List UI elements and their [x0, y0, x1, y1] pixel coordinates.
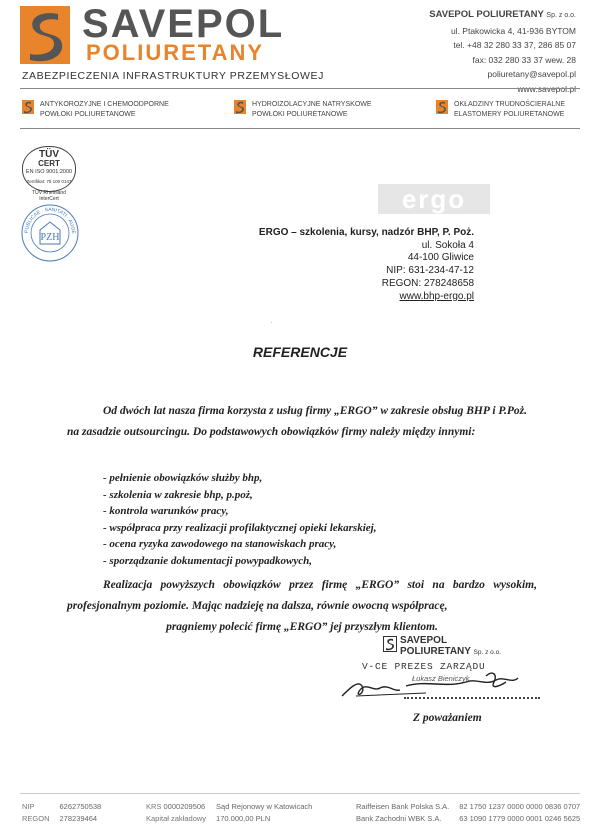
company-name: SAVEPOL POLIURETANY Sp. z o.o.: [429, 9, 576, 20]
company-address: ul. Ptakowicka 4, 41-936 BYTOM: [450, 25, 576, 36]
savepol-mini-icon: [22, 100, 34, 114]
feature-item: [22, 100, 169, 120]
footer-bank-accounts: Raiffeisen Bank Polska S.A. Bank Zachodni WBK S.A. 82 1750 1237 0000 0000 0836 0707 63 1090 1779 0000 0001 0246 5625: [356, 802, 581, 823]
list-item: - pełnienie obowiązków służby bhp,: [103, 472, 263, 484]
feature-line: POWŁOKI POLIURETANOWE: [40, 111, 136, 118]
duties-list: [103, 470, 376, 569]
list-item: - szkolenia w zakresie bhp, p.poż,: [103, 488, 253, 501]
ergo-logo: ergo: [378, 184, 490, 214]
paragraph-2-text: Realizacja powyższych obowiązków przez firmę „ERGO” stoi na bardzo wysokim, profesjonalnym poziomie. Mając nadzieję na dalsza, równie owocną współpracę,: [67, 579, 537, 612]
feature-item: [436, 100, 565, 120]
list-item: - współpraca przy realizacji profilaktycznej opieki lekarskiej,: [103, 521, 377, 534]
feature-item: [234, 100, 372, 120]
recipient-name: ERGO – szkolenia, kursy, nadzór BHP, P. Poż.: [258, 227, 474, 238]
pzh-seal-icon: [20, 203, 80, 263]
list-item: - ocena ryzyka zawodowego na stanowiskach pracy,: [103, 538, 337, 550]
header-divider: [20, 88, 580, 89]
list-item: - sporządzanie dokumentacji powypadkowych,: [103, 554, 313, 567]
savepol-mini-icon: [234, 100, 246, 114]
recipient-regon: REGON: 278248658: [381, 277, 474, 289]
stamp-form: Sp. z o.o.: [473, 649, 501, 656]
tuv-cert-caption: TÜV Rheinland InterCert: [32, 190, 66, 202]
closing-regards: Z poważaniem: [413, 712, 482, 724]
savepol-logo-icon: [20, 6, 70, 64]
list-item: - kontrola warunków pracy,: [103, 505, 229, 517]
feature-line: ANTYKOROZYJNE I CHEMOODPORNE: [40, 101, 169, 108]
company-contact: [429, 8, 576, 96]
company-fax: fax: 032 280 33 37 wew. 28: [472, 54, 576, 65]
feature-line: OKŁADZINY TRUDNOŚCIERALNE: [454, 101, 565, 108]
stamp-logo-icon: [383, 636, 397, 652]
company-tel: tel. +48 32 280 33 37, 286 85 07: [453, 40, 576, 50]
recipient-city: 44-100 Gliwice: [407, 252, 474, 264]
company-email[interactable]: poliuretany@savepol.pl: [487, 69, 576, 79]
letter-title: REFERENCJE: [252, 344, 348, 360]
feature-line: HYDROIZOLACYJNE NATRYSKOWE: [252, 101, 372, 108]
stamp-person: Łukasz Bieniczyk: [412, 674, 470, 683]
stamp-name-line: POLIURETANY: [400, 646, 471, 657]
recipient-www-link[interactable]: www.bhp-ergo.pl: [399, 290, 474, 302]
paragraph-2-last-line: pragniemy polecić firmę „ERGO” jej przyszłym klientom.: [166, 621, 438, 633]
brand-name: SAVEPOL: [82, 2, 285, 46]
features-divider: [20, 128, 580, 129]
recipient-street: ul. Sokoła 4: [421, 239, 474, 251]
brand-tagline: ZABEZPIECZENIA INFRASTRUKTURY PRZEMYSŁOWEJ: [22, 70, 324, 82]
savepol-mini-icon: [436, 100, 448, 114]
stamp-role: V-CE PREZES ZARZĄDU: [362, 661, 486, 672]
signature-line: [404, 697, 540, 699]
brand-subname: POLIURETANY: [86, 40, 265, 65]
stamp-name-line: SAVEPOL: [400, 635, 448, 646]
svg-text:PZH: PZH: [40, 232, 60, 243]
footer-tax-ids: NIP REGON 6262750538 278239464: [22, 802, 102, 823]
footer-divider: [20, 793, 580, 794]
tuv-cert-text: TÜV CERT EN ISO 9001:2000 Zertifikat: 75 100 0147: [25, 149, 73, 184]
svg-text:PUBLICAE · SANITATI · AUGENDAE: PUBLICAE · SANITATI · AUGE: [23, 206, 77, 234]
recipient-address: [259, 227, 474, 303]
feature-line: POWŁOKI POLIURETANOWE: [252, 111, 348, 118]
recipient-nip: NIP: 631-234-47-12: [386, 265, 474, 277]
stamp-company: [400, 635, 501, 658]
letter-paragraph-2: [67, 575, 537, 638]
footer-registry: KRS 0000209506 Kapitał zakładowy Sąd Rejonowy w Katowicach 170.000,00 PLN: [146, 802, 313, 823]
letter-paragraph-1: Od dwóch lat nasza firma korzysta z usług firmy „ERGO” w zakresie obsług BHP i P.Poż. na zasadzie outsourcingu. Do podstawowych obowiązków firmy należy między innymi:: [67, 405, 527, 438]
feature-line: ELASTOMERY POLIURETANOWE: [454, 111, 565, 118]
scan-artifact: ·: [270, 318, 273, 327]
